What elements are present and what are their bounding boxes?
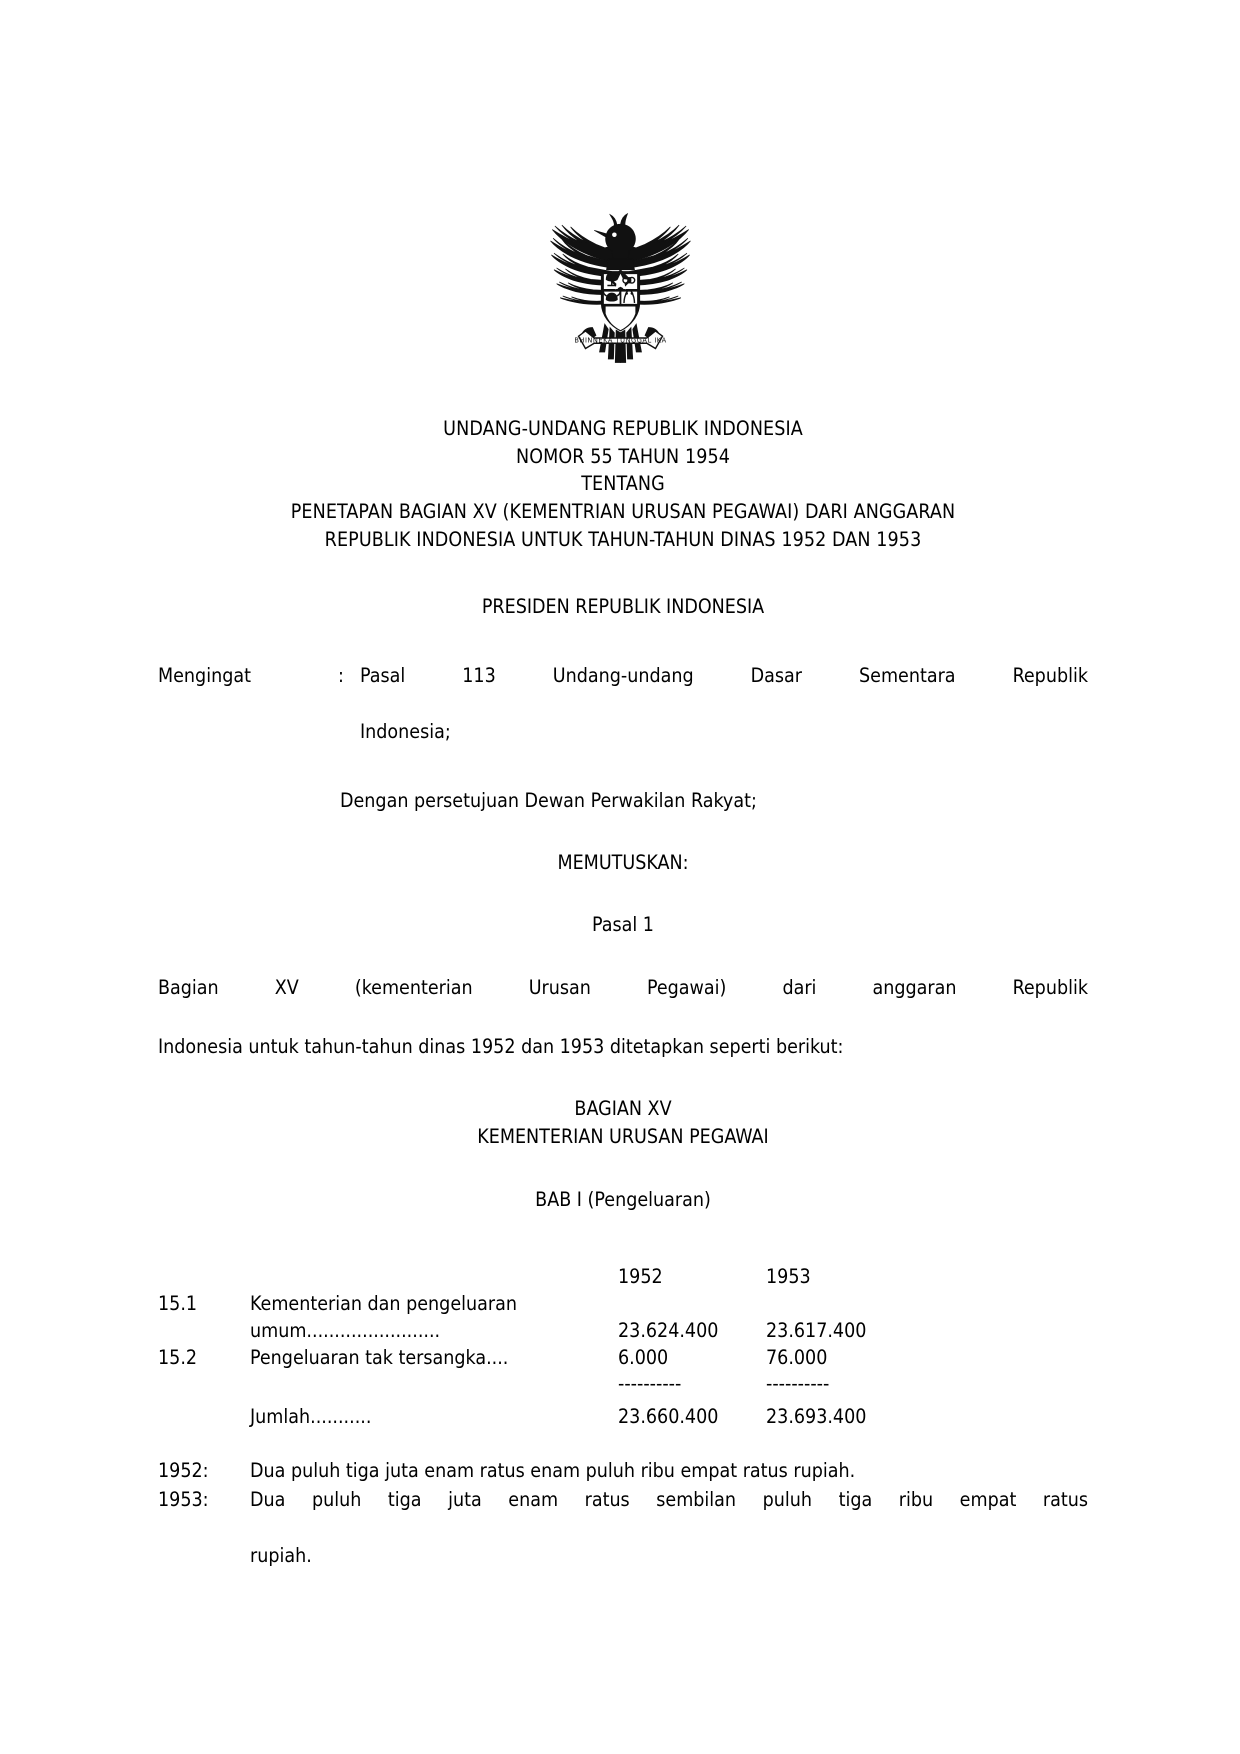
row-value-1953: 76.000 <box>766 1345 828 1369</box>
spacer <box>158 1152 1088 1186</box>
spacer <box>158 877 1088 911</box>
considering-colon: : <box>338 663 344 687</box>
table-total-row <box>158 1404 1088 1431</box>
table-row <box>158 1291 1088 1318</box>
title-line-5: REPUBLIK INDONESIA UNTUK TAHUN-TAHUN DINAS 1952 DAN 1953 <box>324 527 922 551</box>
article-body <box>158 973 1088 1061</box>
title-line-1: UNDANG-UNDANG REPUBLIK INDONESIA <box>443 417 803 440</box>
considering-body <box>360 662 1088 747</box>
spacer <box>158 622 1088 662</box>
table-rule-row <box>158 1371 1088 1398</box>
emblem-container <box>0 205 1240 380</box>
row-code: 15.2 <box>158 1345 198 1369</box>
document-content <box>158 415 1088 1570</box>
spacer <box>158 815 1088 849</box>
section-heading-bagian: BAGIAN XV <box>574 1097 672 1121</box>
title-line-2: NOMOR 55 TAHUN 1954 <box>516 444 730 468</box>
header-year-1953: 1953 <box>766 1264 811 1288</box>
row-description-line-1: Pengeluaran tak tersangka.... <box>250 1345 509 1369</box>
decides-heading: MEMUTUSKAN: <box>557 850 689 874</box>
note-year: 1952: <box>158 1459 209 1483</box>
row-description-line-2: umum........................ <box>250 1318 441 1342</box>
row-value-1953 <box>766 1291 1088 1318</box>
document-title-block <box>158 415 1088 553</box>
spacer <box>158 553 1088 593</box>
article-heading: Pasal 1 <box>592 913 654 937</box>
rule-description-empty <box>250 1371 618 1398</box>
title-line-4: PENETAPAN BAGIAN XV (KEMENTRIAN URUSAN PEGAWAI) DARI ANGGARAN <box>290 500 956 524</box>
spacer <box>158 1214 1088 1264</box>
garuda-pancasila-emblem <box>533 205 708 380</box>
row-value-1952: 6.000 <box>618 1345 669 1369</box>
row-value-1953: 23.617.400 <box>766 1318 867 1342</box>
total-value-1952: 23.660.400 <box>618 1405 719 1429</box>
table-row-continuation <box>158 1318 1088 1345</box>
spacer <box>158 747 1088 787</box>
title-line-3: TENTANG <box>581 472 665 496</box>
chapter-heading: BAB I (Pengeluaran) <box>535 1187 711 1211</box>
table-header-row <box>158 1264 1088 1291</box>
budget-table <box>158 1264 1088 1431</box>
issuer-heading: PRESIDEN REPUBLIK INDONESIA <box>481 595 765 619</box>
total-label: Jumlah........... <box>250 1405 372 1429</box>
total-code <box>158 1404 250 1431</box>
header-description <box>250 1264 618 1291</box>
row-code: 15.1 <box>158 1291 198 1315</box>
total-value-1953: 23.693.400 <box>766 1405 867 1429</box>
header-code <box>158 1264 250 1291</box>
row-code-empty <box>158 1318 250 1345</box>
note-row-1953 <box>158 1486 1088 1571</box>
considering-line-1: Pasal 113 Undang-undang Dasar Sementara Republik <box>360 663 1088 687</box>
note-row-1952 <box>158 1457 1088 1485</box>
row-value-1952: 23.624.400 <box>618 1318 719 1342</box>
article-body-line-1: Bagian XV (kementerian Urusan Pegawai) dari anggaran Republik <box>158 976 1088 1000</box>
rule-code-empty <box>158 1371 250 1398</box>
approval-text: Dengan persetujuan Dewan Perwakilan Rakyat; <box>340 788 757 812</box>
table-row <box>158 1345 1088 1372</box>
note-year: 1953: <box>158 1487 209 1511</box>
amount-notes <box>158 1457 1088 1570</box>
considering-row <box>158 662 1088 747</box>
note-line-1: Dua puluh tiga juta enam ratus sembilan puluh tiga ribu empat ratus <box>250 1487 1088 1511</box>
spacer <box>158 939 1088 973</box>
header-year-1952: 1952 <box>618 1264 663 1288</box>
spacer <box>158 1061 1088 1095</box>
rule-1953: ---------- <box>766 1372 830 1396</box>
note-text <box>250 1486 1088 1571</box>
considering-line-2: Indonesia; <box>360 720 451 744</box>
svg-text:BHINNEKA TUNGGAL IKA: BHINNEKA TUNGGAL IKA <box>573 336 667 345</box>
row-value-1952 <box>618 1291 766 1318</box>
considering-label: Mengingat <box>158 663 251 687</box>
section-heading-kementerian: KEMENTERIAN URUSAN PEGAWAI <box>477 1125 769 1149</box>
note-text <box>250 1457 1088 1485</box>
article-body-line-2: Indonesia untuk tahun-tahun dinas 1952 dan 1953 ditetapkan seperti berikut: <box>158 1034 844 1058</box>
row-description-line-1: Kementerian dan pengeluaran <box>250 1291 517 1315</box>
rule-1952: ---------- <box>618 1372 682 1396</box>
note-line-2: rupiah. <box>250 1544 312 1568</box>
note-line-1: Dua puluh tiga juta enam ratus enam puluh ribu empat ratus rupiah. <box>250 1459 856 1483</box>
